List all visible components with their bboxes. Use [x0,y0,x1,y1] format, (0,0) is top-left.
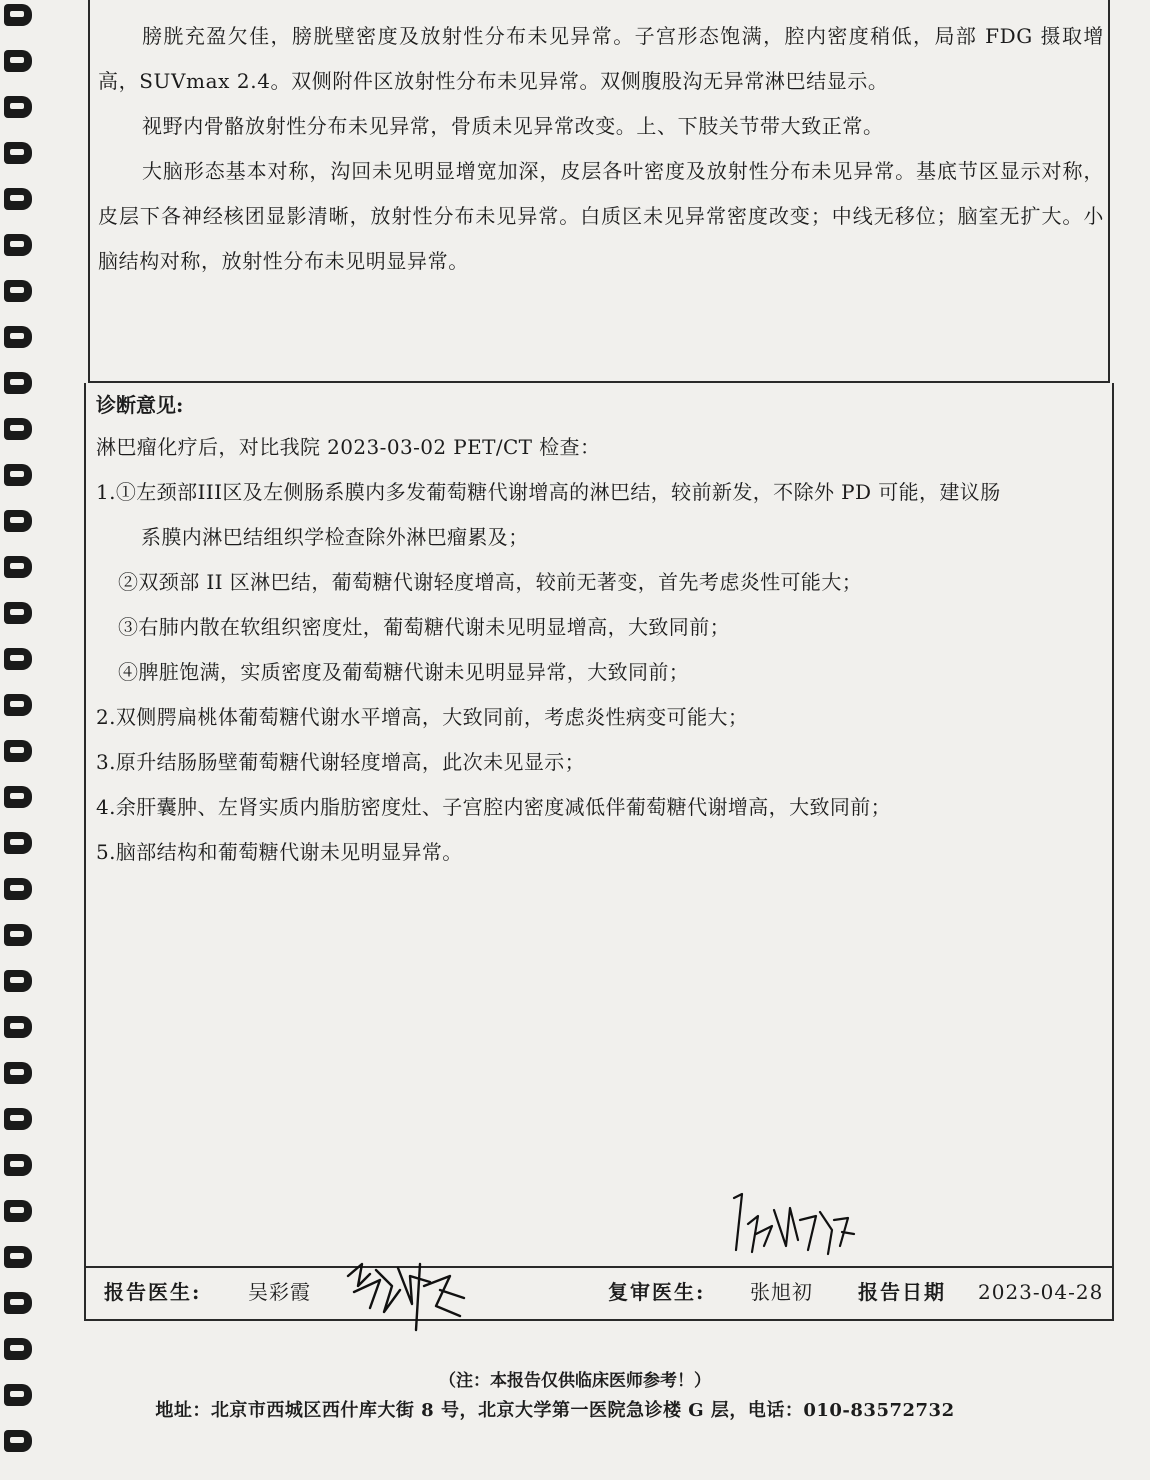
diagnosis-item-1a: 1.①左颈部III区及左侧肠系膜内多发葡萄糖代谢增高的淋巴结，较前新发，不除外 PD 可能，建议肠 [96,480,1001,504]
diagnosis-section [96,385,1106,875]
reporter-name: 吴彩霞 [248,1280,311,1304]
reporter-label: 报告医生: [104,1280,202,1304]
findings-paragraph-brain: 大脑形态基本对称，沟回未见明显增宽加深，皮层各叶密度及放射性分布未见异常。基底节区显示对称，皮层下各神经核团显影清晰，放射性分布未见异常。白质区未见异常密度改变；中线无移位；脑室无扩大。小脑结构对称，放射性分布未见明显异常。 [98,159,1104,273]
diagnosis-intro: 淋巴瘤化疗后，对比我院 2023-03-02 PET/CT 检查： [96,435,601,459]
diagnosis-heading: 诊断意见: [96,393,184,417]
findings-paragraph-pelvis: 膀胱充盈欠佳，膀胱壁密度及放射性分布未见异常。子宫形态饱满，腔内密度稍低，局部 FDG 摄取增高，SUVmax 2.4。双侧附件区放射性分布未见异常。双侧腹股沟无异常淋巴结显示。 [98,24,1104,93]
report-date-value: 2023-04-28 [978,1280,1104,1304]
reviewer-name: 张旭初 [750,1280,813,1304]
diagnosis-item-1a-continued: 系膜内淋巴结组织学检查除外淋巴瘤累及； [141,525,529,549]
diagnosis-item-5: 5.脑部结构和葡萄糖代谢未见明显异常。 [96,840,463,864]
reviewer-handwritten-signature [728,1190,858,1270]
findings-paragraph-bone: 视野内骨骼放射性分布未见异常，骨质未见异常改变。上、下肢关节带大致正常。 [142,114,884,138]
diagnosis-item-1c: ③右肺内散在软组织密度灶，葡萄糖代谢未见明显增高，大致同前； [118,615,730,639]
diagnosis-item-4: 4.余肝囊肿、左肾实质内脂肪密度灶、子宫腔内密度减低伴葡萄糖代谢增高，大致同前； [96,795,892,819]
footer-note: （注：本报告仅供临床医师参考！） [439,1371,711,1391]
diagnosis-item-3: 3.原升结肠肠壁葡萄糖代谢轻度增高，此次未见显示； [96,750,586,774]
footer-address: 地址：北京市西城区西什库大街 8 号，北京大学第一医院急诊楼 G 层，电话：010-83572732 [155,1400,955,1421]
signature-divider [84,1266,1114,1268]
diagnosis-item-1b: ②双颈部 II 区淋巴结，葡萄糖代谢轻度增高，较前无著变，首先考虑炎性可能大； [118,570,863,594]
report-date-label: 报告日期 [858,1280,946,1304]
reviewer-label: 复审医生: [608,1280,706,1304]
findings-section [98,14,1104,284]
diagnosis-item-2: 2.双侧腭扁桃体葡萄糖代谢水平增高，大致同前，考虑炎性病变可能大； [96,705,749,729]
diagnosis-item-1d: ④脾脏饱满，实质密度及葡萄糖代谢未见明显异常，大致同前； [118,660,690,684]
reporter-handwritten-signature [340,1246,470,1332]
